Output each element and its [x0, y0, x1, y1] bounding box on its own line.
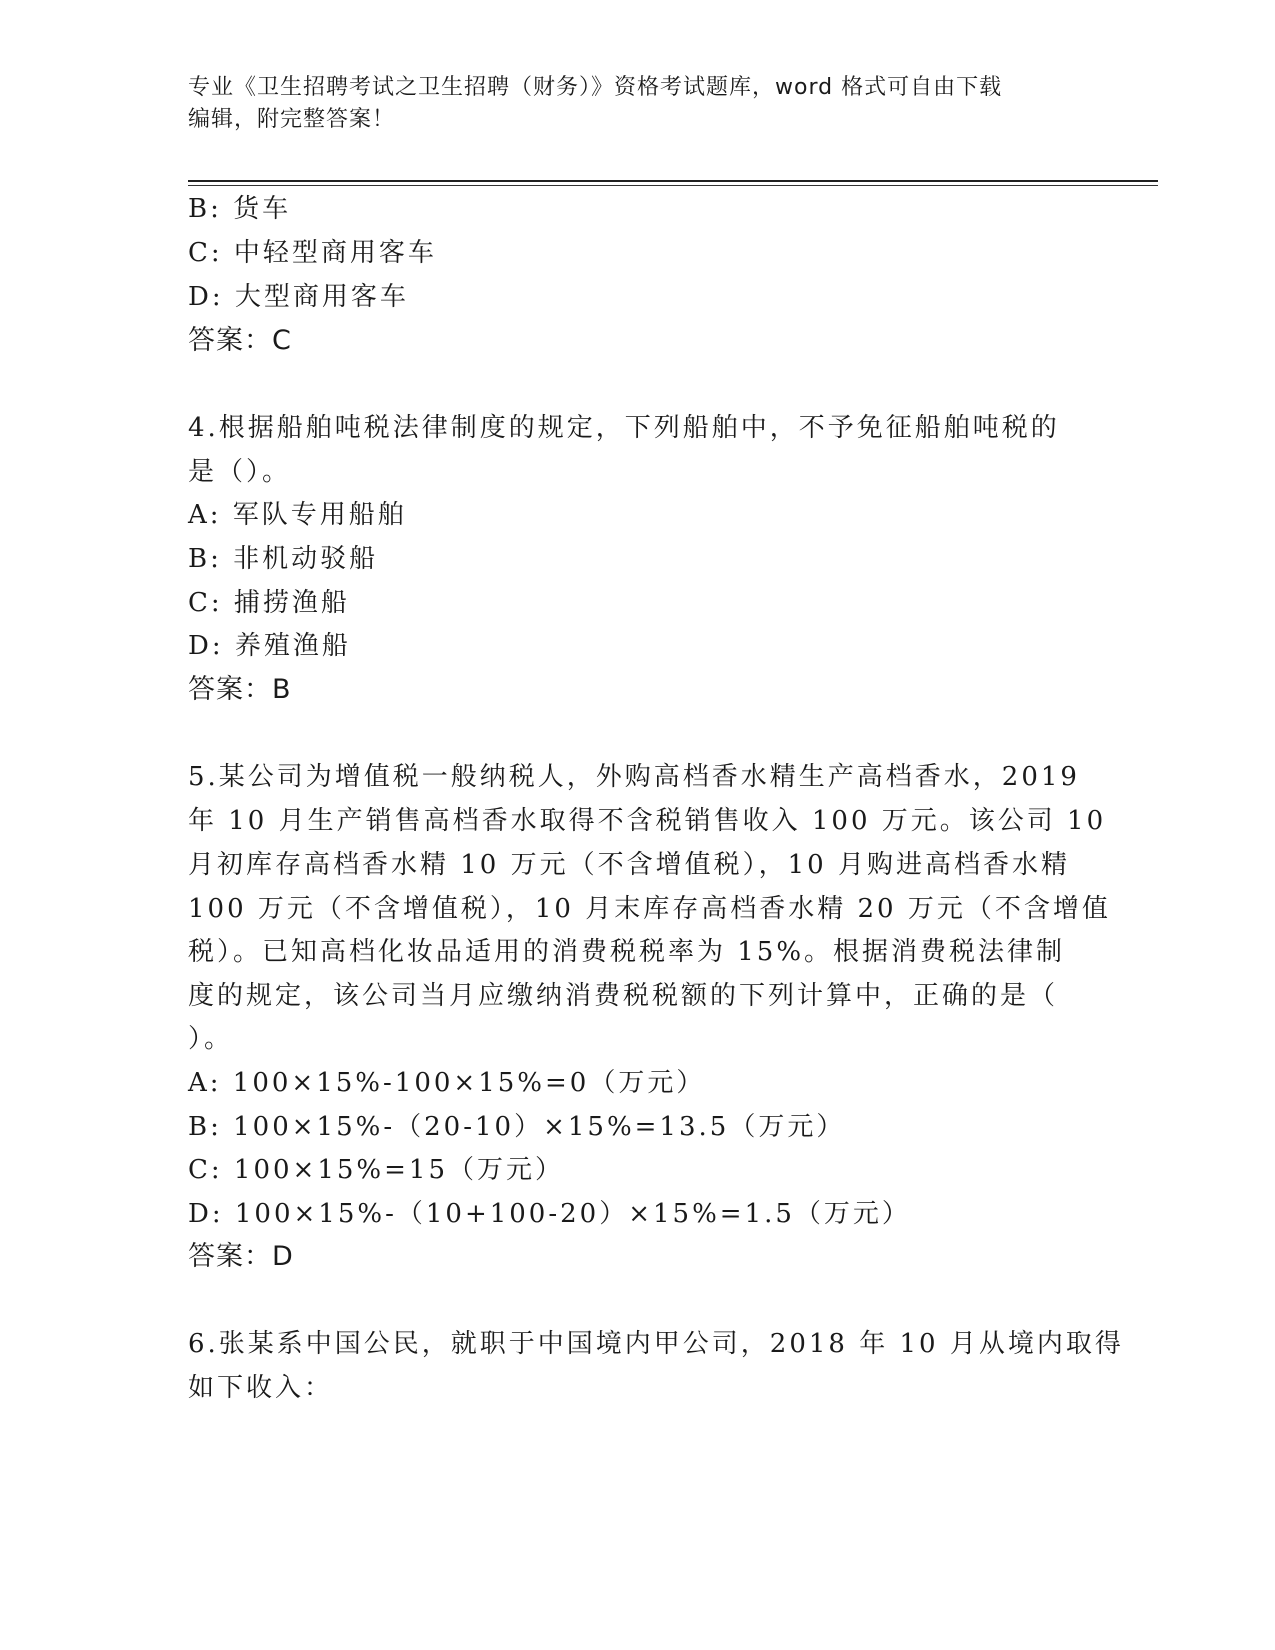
- q3-option-d: D: 大型商用客车: [188, 282, 409, 312]
- q4-stem-line-2: 是（）。: [188, 457, 292, 487]
- q5-option-b: B: 100×15%-（20-10）×15%=13.5（万元）: [188, 1112, 846, 1142]
- header-line-2: 编辑，附完整答案！: [188, 107, 396, 132]
- q4-option-c: C: 捕捞渔船: [188, 588, 350, 618]
- q4-option-d: D: 养殖渔船: [188, 631, 351, 661]
- q5-option-d: D: 100×15%-（10+100-20）×15%=1.5（万元）: [188, 1199, 911, 1229]
- q5-stem-line-3: 月初库存高档香水精 10 万元（不含增值税），10 月购进高档香水精: [188, 850, 1070, 880]
- q4-answer: 答案：B: [188, 674, 292, 705]
- q5-stem-line-4: 100 万元（不含增值税），10 月末库存高档香水精 20 万元（不含增值: [188, 894, 1111, 924]
- q5-stem-line-2: 年 10 月生产销售高档香水取得不含税销售收入 100 万元。该公司 10: [188, 806, 1107, 836]
- q5-stem-line-5: 税）。已知高档化妆品适用的消费税税率为 15%。根据消费税法律制: [188, 937, 1066, 967]
- q3-answer: 答案：C: [188, 325, 292, 356]
- q4-stem-line-1: 4.根据船舶吨税法律制度的规定，下列船舶中，不予免征船舶吨税的: [188, 413, 1060, 443]
- q5-option-c: C: 100×15%=15（万元）: [188, 1155, 564, 1185]
- q5-answer: 答案：D: [188, 1241, 294, 1272]
- header-divider-thick: [188, 180, 1158, 182]
- q5-stem-line-7: ）。: [188, 1024, 234, 1054]
- q3-option-c: C: 中轻型商用客车: [188, 238, 437, 268]
- q4-option-b: B: 非机动驳船: [188, 544, 379, 574]
- q5-stem-line-6: 度的规定，该公司当月应缴纳消费税税额的下列计算中，正确的是（: [188, 981, 1059, 1011]
- q6-stem-line-2: 如下收入：: [188, 1373, 334, 1403]
- q5-option-a: A: 100×15%-100×15%=0（万元）: [188, 1068, 706, 1098]
- header-line-1: 专业《卫生招聘考试之卫生招聘（财务）》资格考试题库，word 格式可自由下载: [188, 75, 1003, 100]
- header-divider-thin: [188, 185, 1158, 186]
- q4-option-a: A: 军队专用船舶: [188, 500, 407, 530]
- q5-stem-line-1: 5.某公司为增值税一般纳税人，外购高档香水精生产高档香水，2019: [188, 762, 1080, 792]
- q6-stem-line-1: 6.张某系中国公民，就职于中国境内甲公司，2018 年 10 月从境内取得: [188, 1329, 1124, 1359]
- document-header: [188, 72, 1088, 136]
- q3-option-b: B: 货车: [188, 194, 292, 224]
